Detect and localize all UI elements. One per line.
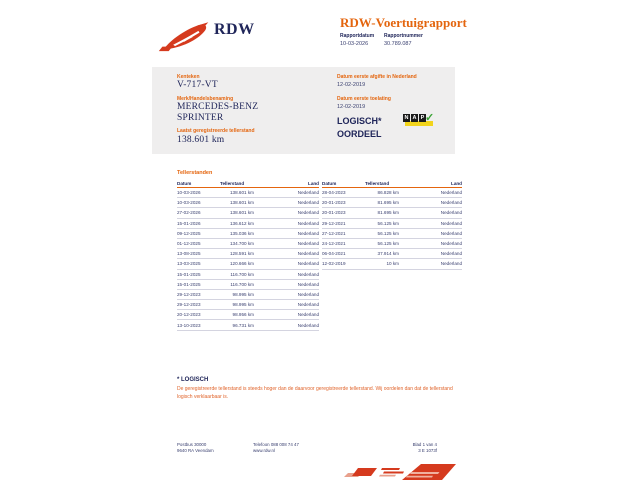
cell-tellerstand: 86.828 km	[365, 188, 399, 198]
cell-datum: 10-03-2026	[177, 188, 220, 198]
tellerstand-row	[177, 228, 319, 238]
laatste-tellerstand-value: 138.601 km	[177, 135, 225, 145]
footer-address	[177, 442, 214, 453]
merk-label: Merk/Handelsbenaming	[177, 96, 234, 102]
cell-land: Nederland	[399, 249, 462, 259]
cell-datum: 20-01-2023	[322, 208, 365, 218]
cell-land: Nederland	[254, 269, 319, 279]
tellerstand-row	[322, 218, 462, 228]
cell-tellerstand: 98.995 km	[220, 300, 254, 310]
cell-datum: 06-04-2021	[322, 249, 365, 259]
col-header-tellerstand: Tellerstand	[365, 179, 399, 188]
cell-tellerstand: 56.125 km	[365, 228, 399, 238]
merk-value-line1: MERCEDES-BENZ	[177, 102, 259, 112]
cell-tellerstand: 98.956 km	[220, 310, 254, 320]
nap-letter-a: A	[412, 115, 417, 121]
tellerstand-row	[177, 208, 319, 218]
tellerstand-row	[177, 249, 319, 259]
cell-datum: 15-01-2025	[177, 279, 220, 289]
cell-land: Nederland	[254, 228, 319, 238]
report-title: RDW-Voertuigrapport	[340, 15, 467, 30]
cell-datum: 24-12-2021	[322, 238, 365, 248]
cell-land: Nederland	[254, 249, 319, 259]
tellerstand-row	[322, 249, 462, 259]
footnote-title: * LOGISCH	[177, 377, 209, 383]
cell-tellerstand: 98.995 km	[220, 289, 254, 299]
tellerstand-row	[177, 279, 319, 289]
footnote-body: De geregistreerde tellerstand is steeds hoger dan de daarvoor geregistreerde tellerstand. Wij oordelen dan dat de tellerstand logisch verklaarbaar is.	[177, 386, 453, 400]
col-header-tellerstand: Tellerstand	[220, 179, 254, 188]
cell-tellerstand: 138.601 km	[220, 198, 254, 208]
merk-value-line2: SPRINTER	[177, 113, 224, 123]
cell-datum: 13-10-2023	[177, 320, 220, 330]
cell-land: Nederland	[399, 218, 462, 228]
cell-land: Nederland	[399, 188, 462, 198]
footer-page-number: Blad 1 van 4	[412, 442, 437, 447]
kenteken-label: Kenteken	[177, 74, 200, 80]
afgifte-label: Datum eerste afgifte in Nederland	[337, 74, 417, 80]
laatste-tellerstand-label: Laatst geregistreerde tellerstand	[177, 128, 255, 134]
cell-datum: 29-12-2023	[177, 289, 220, 299]
table-header-row	[177, 179, 319, 188]
col-header-land: Land	[399, 179, 462, 188]
nap-letter-p: P	[420, 115, 425, 121]
cell-land: Nederland	[254, 310, 319, 320]
tellerstanden-table-right	[322, 179, 462, 270]
tellerstand-row	[177, 198, 319, 208]
rdw-bird-logo-icon	[157, 20, 211, 57]
cell-tellerstand: 116.700 km	[220, 279, 254, 289]
cell-land: Nederland	[254, 300, 319, 310]
footer-page-info	[413, 442, 437, 453]
cell-datum: 29-12-2023	[177, 300, 220, 310]
cell-land: Nederland	[254, 320, 319, 330]
tellerstand-row	[322, 259, 462, 269]
cell-datum: 15-01-2025	[177, 269, 220, 279]
cell-tellerstand: 138.601 km	[220, 188, 254, 198]
kenteken-value: V-717-VT	[177, 80, 218, 90]
cell-datum: 15-01-2026	[177, 218, 220, 228]
cell-tellerstand: 116.700 km	[220, 269, 254, 279]
tellerstand-row	[322, 228, 462, 238]
toelating-label: Datum eerste toelating	[337, 96, 391, 102]
cell-datum: 28-04-2023	[322, 188, 365, 198]
cell-datum: 20-01-2023	[322, 198, 365, 208]
cell-tellerstand: 138.601 km	[220, 208, 254, 218]
cell-land: Nederland	[254, 218, 319, 228]
tellerstand-row	[177, 269, 319, 279]
cell-datum: 10-03-2026	[177, 198, 220, 208]
cell-land: Nederland	[399, 198, 462, 208]
cell-tellerstand: 81.695 km	[365, 208, 399, 218]
cell-tellerstand: 128.591 km	[220, 249, 254, 259]
footer-form-code: 3 E 1073f	[418, 447, 437, 453]
tellerstanden-table-left	[177, 179, 319, 331]
cell-tellerstand: 96.731 km	[220, 320, 254, 330]
cell-land: Nederland	[399, 259, 462, 269]
report-date-label: Rapportdatum	[340, 33, 375, 39]
cell-tellerstand: 56.125 km	[365, 218, 399, 228]
tellerstand-row	[177, 238, 319, 248]
cell-land: Nederland	[254, 289, 319, 299]
report-date-value: 10-03-2026	[340, 41, 369, 47]
tellerstanden-title: Tellerstanden	[177, 170, 213, 176]
cell-tellerstand: 10 km	[365, 259, 399, 269]
cell-datum: 29-12-2021	[322, 218, 365, 228]
toelating-value: 12-02-2019	[337, 104, 366, 110]
tellerstand-row	[177, 320, 319, 330]
tellerstand-row	[177, 300, 319, 310]
oordeel-line2: OORDEEL	[337, 129, 382, 139]
cell-tellerstand: 37.914 km	[365, 249, 399, 259]
cell-land: Nederland	[254, 238, 319, 248]
cell-tellerstand: 120.666 km	[220, 259, 254, 269]
cell-datum: 20-12-2023	[177, 310, 220, 320]
afgifte-value: 12-02-2019	[337, 82, 366, 88]
tellerstand-row	[177, 188, 319, 198]
footer-contact	[253, 442, 299, 453]
table-header-row	[322, 179, 462, 188]
oordeel-line1: LOGISCH*	[337, 116, 382, 126]
footer-website: www.rdw.nl	[253, 447, 275, 453]
cell-tellerstand: 135.036 km	[220, 228, 254, 238]
tellerstand-row	[177, 218, 319, 228]
footer-address-line1: Postbus 30000	[177, 442, 207, 447]
cell-datum: 13-03-2025	[177, 259, 220, 269]
cell-land: Nederland	[254, 279, 319, 289]
cell-land: Nederland	[399, 228, 462, 238]
col-header-datum: Datum	[322, 179, 365, 188]
cell-land: Nederland	[254, 188, 319, 198]
rdw-wordmark: RDW	[214, 21, 255, 38]
cell-tellerstand: 136.612 km	[220, 218, 254, 228]
tellerstand-row	[322, 208, 462, 218]
tellerstand-row	[177, 289, 319, 299]
nap-check-icon: ✓	[425, 112, 435, 124]
nap-letter-n: N	[404, 115, 409, 121]
cell-tellerstand: 56.125 km	[365, 238, 399, 248]
col-header-land: Land	[254, 179, 319, 188]
tellerstand-row	[177, 310, 319, 320]
report-number-value: 30.789.087	[384, 41, 412, 47]
rdw-stripes-graphic-icon	[344, 461, 464, 480]
cell-datum: 27-12-2021	[322, 228, 365, 238]
cell-land: Nederland	[399, 208, 462, 218]
cell-datum: 01-12-2025	[177, 238, 220, 248]
cell-datum: 27-02-2026	[177, 208, 220, 218]
col-header-datum: Datum	[177, 179, 220, 188]
cell-datum: 09-12-2025	[177, 228, 220, 238]
tellerstand-row	[322, 198, 462, 208]
cell-land: Nederland	[254, 198, 319, 208]
cell-tellerstand: 134.700 km	[220, 238, 254, 248]
cell-land: Nederland	[254, 259, 319, 269]
cell-land: Nederland	[254, 208, 319, 218]
report-number-label: Rapportnummer	[384, 33, 423, 39]
footer-phone: Telefoon 088 008 74 47	[253, 442, 299, 447]
cell-tellerstand: 81.695 km	[365, 198, 399, 208]
cell-datum: 13-08-2025	[177, 249, 220, 259]
nap-logo	[403, 114, 435, 127]
tellerstand-row	[322, 238, 462, 248]
cell-land: Nederland	[399, 238, 462, 248]
cell-datum: 12-02-2019	[322, 259, 365, 269]
footer-address-line2: 9640 RA Veendam	[177, 447, 214, 453]
tellerstand-row	[322, 188, 462, 198]
tellerstand-row	[177, 259, 319, 269]
